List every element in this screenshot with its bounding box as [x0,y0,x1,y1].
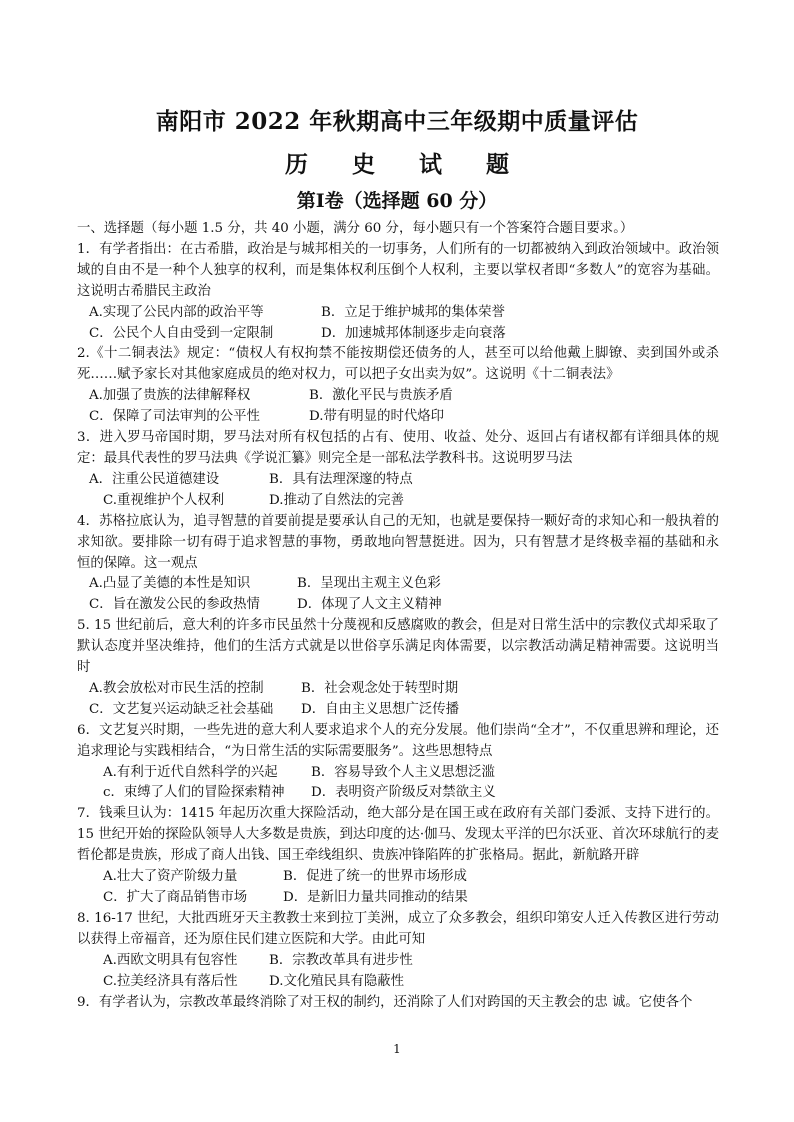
option-b: B．激化平民与贵族矛盾 [309,388,453,404]
option-b: B．立足于维护城邦的集体荣誉 [321,304,505,320]
option-b: B．社会观念处于转型时期 [301,680,459,696]
option-row [77,888,719,909]
section-heading: 第Ⅰ卷（选择题 60 分） [296,190,498,212]
question-stem: 7．钱乘旦认为：1415 年起历次重大探险活动，绝大部分是在国王或在政府有关部门委派、支持下进行的。15 世纪开始的探险队领导人大多数是贵族，到达印度的达·伽马、发现太平洋的巴尔沃亚、首次环球航行的麦哲伦都是贵族，形成了商人出钱、国王牵线组织、贵族冲锋陷阵的扩张格局。据此，新航路开辟 [77,806,719,864]
question-4 [77,512,719,617]
option-d: D．加速城邦体制逐步走向衰落 [321,325,506,341]
option-c: C．公民个人自由受到一定限制 [89,325,274,341]
option-b: B．容易导致个人主义思想泛滥 [311,764,495,780]
option-d: D．表明资产阶级反对禁欲主义 [311,785,496,801]
option-c: C.拉美经济具有落后性 [103,973,238,989]
option-c: C．扩大了商品销售市场 [103,890,248,905]
question-8 [77,909,719,993]
option-row [77,867,719,888]
option-row [77,324,719,345]
option-row [77,783,719,804]
question-6 [77,721,719,805]
option-d: D．是新旧力量共同推动的结果 [283,890,468,905]
question-stem: 4．苏格拉底认为，追寻智慧的首要前提是要承认自己的无知，也就是要保持一颗好奇的求知心和一般执着的求知欲。要排除一切有碍于追求智慧的事物，勇敢地向智慧挺进。因为，只有智慧才是终极幸福的基础和永恒的保障。这一观点 [77,513,719,571]
option-c: C.重视维护个人权利 [103,492,225,508]
instructions: 一、选择题（每小题 1.5 分，共 40 小题，满分 60 分，每小题只有一个答案符合题目要求。） [77,221,634,236]
option-b: B．具有法理深邃的特点 [269,471,413,487]
option-b: B．呈现出主观主义色彩 [297,576,441,592]
question-5 [77,616,719,721]
option-b: B．促进了统一的世界市场形成 [283,869,467,885]
option-row [77,700,719,721]
option-c: c．束缚了人们的冒险探索精神 [103,785,285,801]
question-stem: 1．有学者指出：在古希腊，政治是与城邦相关的一切事务，人们所有的一切都被纳入到政治领域中。政治领域的自由不是一种个人独享的权利，而是集体权利压倒个人权利，主要以掌权者即“多数人”的宽容为基础。这说明古希腊民主政治 [77,241,719,299]
option-row [77,386,719,407]
option-d: D.推动了自然法的完善 [269,492,405,508]
question-7 [77,804,719,909]
question-stem: 6．文艺复兴时期，一些先进的意大利人要求追求个人的充分发展。他们崇尚“全才”，不仅重思辨和理论，还追求理论与实践相结合，“为日常生活的实际需要服务”。这些思想特点 [77,722,719,759]
option-c: C．旨在激发公民的参政热情 [89,597,260,613]
option-d: D.文化殖民具有隐蔽性 [269,973,405,989]
option-d: D．体现了人文主义精神 [297,597,442,613]
question-stem: 5. 15 世纪前后，意大利的许多市民虽然十分蔑视和反感腐败的教会，但是对日常生活中的宗教仪式却采取了默认态度并坚决维持，他们的生活方式就是以世俗享乐满足肉体需要，以宗教活动满足精神需要。这说明当时 [77,618,719,676]
exam-subject: 历 史 试 题 [284,151,528,178]
exam-body [77,219,719,1013]
option-row [77,407,719,428]
option-a: A．注重公民道德建设 [89,471,220,487]
option-row [77,491,719,512]
option-d: D．自由主义思想广泛传播 [301,701,460,717]
question-9 [77,993,719,1014]
option-row [77,470,719,491]
question-stem: 8. 16-17 世纪，大批西班牙天主教教士来到拉丁美洲，成立了众多教会，组织印第安人迁入传教区进行劳动以获得上帝福音，还为原住民们建立医院和大学。由此可知 [77,910,719,947]
option-row [77,574,719,595]
option-c: C．保障了司法审判的公平性 [89,409,260,425]
option-b: B．宗教改革具有进步性 [269,952,413,968]
option-a: A.凸显了美德的本性是知识 [89,576,251,592]
option-row [77,972,719,993]
option-row [77,595,719,616]
option-c: C．文艺复兴运动缺乏社会基础 [89,701,274,717]
question-1 [77,240,719,345]
option-a: A.实现了公民内部的政治平等 [89,304,264,320]
option-row [77,951,719,972]
option-row [77,679,719,700]
option-a: A.西欧文明具有包容性 [103,952,238,968]
question-stem: 3．进入罗马帝国时期，罗马法对所有权包括的占有、使用、收益、处分、返回占有诸权都有详细具体的规定：最具代表性的罗马法典《学说汇纂》则完全是一部私法学教科书。这说明罗马法 [77,430,719,466]
option-d: D.带有明显的时代烙印 [309,409,445,425]
question-stem: 2.《十二铜表法》规定：“债权人有权拘禁不能按期偿还债务的人，甚至可以给他戴上脚镣、卖到国外或杀死……赋予家长对其他家庭成员的绝对权力，可以把子女出卖为奴”。这说明《十二铜表法》 [77,346,719,383]
question-3 [77,428,719,512]
option-row [77,763,719,784]
exam-title: 南阳市 2022 年秋期高中三年级期中质量评估 [155,108,639,135]
option-a: A.加强了贵族的法律解释权 [89,388,251,404]
question-stem: 9．有学者认为，宗教改革最终消除了对王权的制约，还消除了人们对跨国的天主教会的忠 诚。它使各个 [77,994,693,1010]
option-a: A.壮大了资产阶级力量 [103,869,238,885]
page-number: 1 [393,1042,401,1056]
option-row [77,303,719,324]
option-a: A.有利于近代自然科学的兴起 [103,764,278,780]
option-a: A.教会放松对市民生活的控制 [89,680,264,696]
question-2 [77,344,719,428]
